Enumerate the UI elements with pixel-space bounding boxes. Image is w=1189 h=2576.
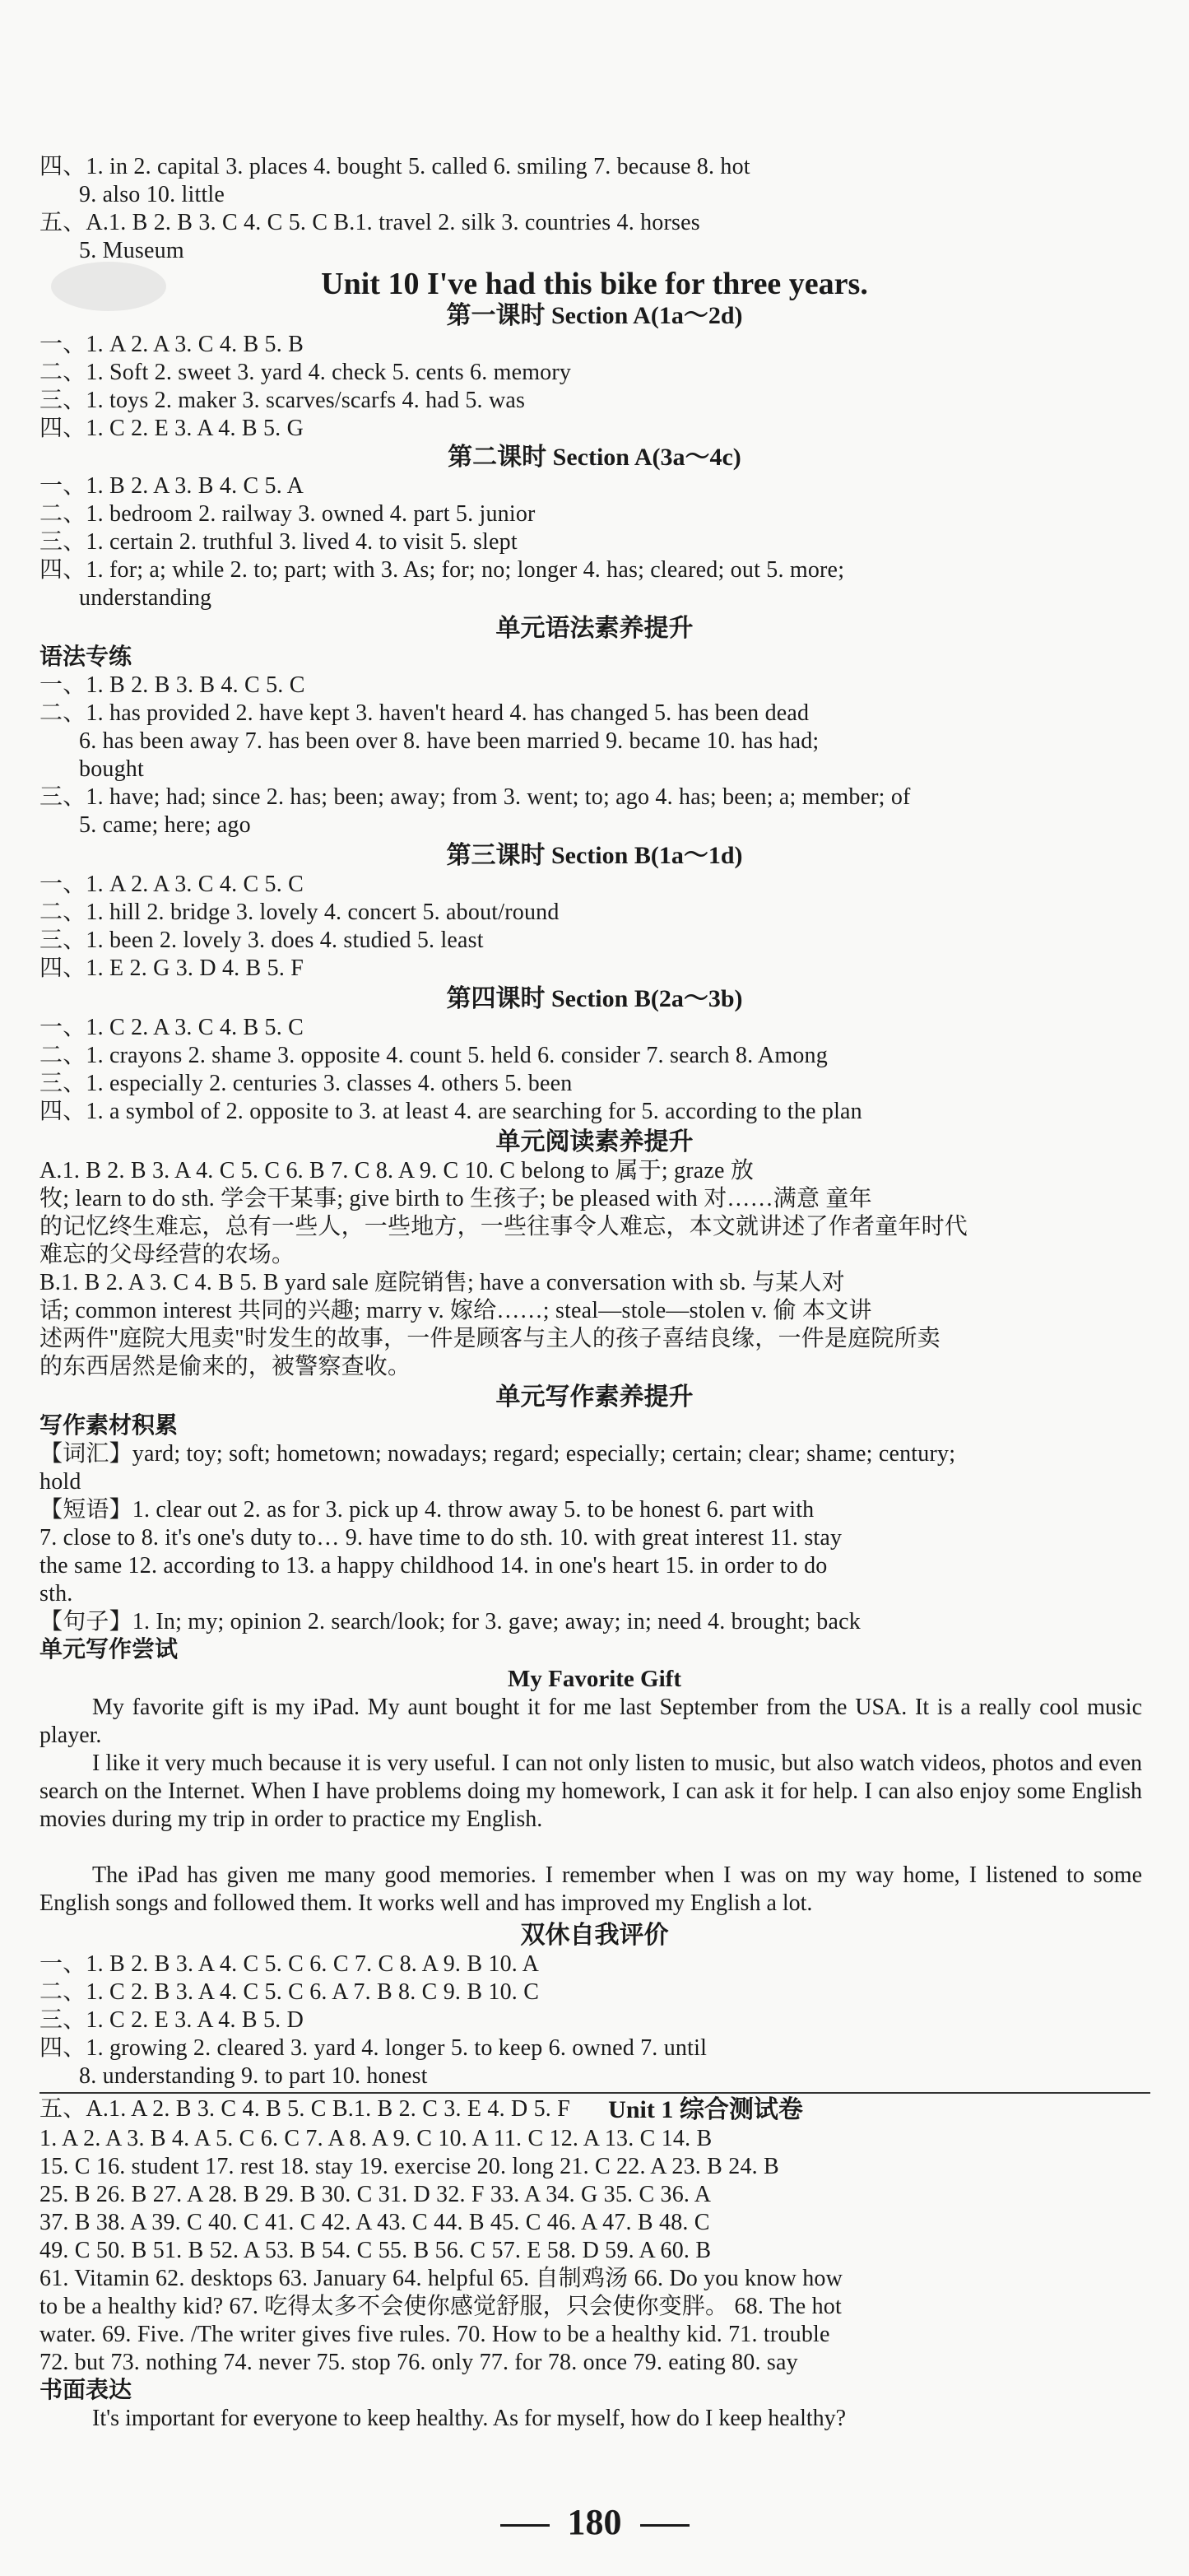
answer-line: 9. also 10. little [79,182,225,207]
answer-line: B.1. B 2. A 3. C 4. B 5. B yard sale 庭院销售; have a conversation with sb. 与某人对 [39,1270,845,1295]
section-heading: 第四课时 Section B(2a～3b) [446,985,743,1012]
sub-heading: 书面表达 [39,2378,132,2403]
answer-line: 四、1. for; a; while 2. to; part; with 3. As; for; no; longer 4. has; cleared; out 5. more; [39,557,845,583]
answer-line: 7. close to 8. it's one's duty to… 9. have time to do sth. 10. with great interest 11. stay [39,1525,843,1551]
answer-line: 25. B 26. B 27. A 28. B 29. B 30. C 31. D 32. F 33. A 34. G 35. C 36. A [39,2182,712,2207]
answer-line: 一、1. A 2. A 3. C 4. C 5. C [39,872,304,897]
answer-line: 的记忆终生难忘，总有一些人，一些地方，一些往事令人难忘，本文就讲述了作者童年时代 [39,1214,968,1239]
answer-line: 述两件"庭院大甩卖"时发生的故事，一件是顾客与主人的孩子喜结良缘，一件是庭院所卖 [39,1326,941,1351]
answer-line: 三、1. toys 2. maker 3. scarves/scarfs 4. had 5. was [39,388,526,413]
answer-line: 72. but 73. nothing 74. never 75. stop 76. only 77. for 78. once 79. eating 80. say [39,2350,798,2375]
answer-line: 49. C 50. B 51. B 52. A 53. B 54. C 55. B 56. C 57. E 58. D 59. A 60. B [39,2238,712,2263]
answer-line: hold [39,1469,81,1495]
answer-line: 二、1. Soft 2. sweet 3. yard 4. check 5. cents 6. memory [39,360,572,385]
answer-line: the same 12. according to 13. a happy childhood 14. in one's heart 15. in order to do [39,1553,828,1579]
answer-line: 四、1. a symbol of 2. opposite to 3. at least 4. are searching for 5. according to the plan [39,1099,862,1124]
answer-line: 二、1. has provided 2. have kept 3. haven't heard 4. has changed 5. has been dead [39,700,810,726]
answer-line: 15. C 16. student 17. rest 18. stay 19. exercise 20. long 21. C 22. A 23. B 24. B [39,2154,779,2179]
section-heading: Unit 1 综合测试卷 [608,2096,803,2123]
answer-line: 三、1. certain 2. truthful 3. lived 4. to visit 5. slept [39,529,518,555]
section-heading: 第二课时 Section A(3a～4c) [448,444,741,471]
essay-paragraph: My favorite gift is my iPad. My aunt bought it for me last September from the USA. It is a really cool music player. [39,1695,1142,1748]
section-heading: 单元阅读素养提升 [495,1128,694,1155]
section-heading: 双休自我评价 [520,1922,669,1949]
answer-line: bought [79,756,144,782]
answer-line: 三、1. been 2. lovely 3. does 4. studied 5. least [39,928,484,953]
answer-line: understanding [79,585,212,611]
essay-title: My Favorite Gift [508,1666,681,1692]
section-heading: 第一课时 Section A(1a～2d) [446,302,743,329]
section-heading: 单元写作素养提升 [495,1383,694,1411]
unit-title: Unit 10 I've had this bike for three years. [321,267,868,301]
answer-line: 二、1. hill 2. bridge 3. lovely 4. concert 5. about/round [39,900,560,925]
answer-line: 5. came; here; ago [79,812,251,838]
answer-line: sth. [39,1581,73,1607]
answer-line: 一、1. A 2. A 3. C 4. B 5. B [39,332,304,357]
answer-line: 四、1. E 2. G 3. D 4. B 5. F [39,956,304,981]
answer-line: 一、1. C 2. A 3. C 4. B 5. C [39,1015,304,1040]
answer-line: 二、1. C 2. B 3. A 4. C 5. C 6. A 7. B 8. C 9. B 10. C [39,1979,540,2005]
answer-line: 四、1. growing 2. cleared 3. yard 4. longer 5. to keep 6. owned 7. until [39,2035,708,2061]
section-heading: 第三课时 Section B(1a～1d) [446,842,743,869]
answer-line: 五、A.1. A 2. B 3. C 4. B 5. C B.1. B 2. C 3. E 4. D 5. F [39,2096,570,2122]
answer-line: to be a healthy kid? 67. 吃得太多不会使你感觉舒服，只会使你变胖。 68. The hot [39,2294,842,2319]
essay-paragraph: The iPad has given me many good memories. I remember when I was on my way home, I listened to some English songs and followed them. It works well and has improved my English a lot. [39,1862,1142,1916]
answer-line: 二、1. crayons 2. shame 3. opposite 4. count 5. held 6. consider 7. search 8. Among [39,1043,828,1068]
answer-line: 二、1. bedroom 2. railway 3. owned 4. part 5. junior [39,501,536,527]
answer-line: 的东西居然是偷来的，被警察查收。 [39,1354,411,1379]
answer-line: 【句子】1. In; my; opinion 2. search/look; for 3. gave; away; in; need 4. brought; back [39,1609,861,1634]
answer-line: 五、A.1. B 2. B 3. C 4. C 5. C B.1. travel 2. silk 3. countries 4. horses [39,210,700,235]
answer-line: 【词汇】yard; toy; soft; hometown; nowadays; regard; especially; certain; clear; shame; century; [39,1441,956,1467]
answer-line: 难忘的父母经营的农场。 [39,1242,295,1267]
answer-line: 8. understanding 9. to part 10. honest [79,2063,428,2089]
answer-line: water. 69. Five. /The writer gives five rules. 70. How to be a healthy kid. 71. trouble [39,2322,830,2347]
answer-line: 四、1. in 2. capital 3. places 4. bought 5. called 6. smiling 7. because 8. hot [39,154,750,179]
answer-line: 三、1. have; had; since 2. has; been; away; from 3. went; to; ago 4. has; been; a; member; of [39,784,911,810]
answer-line: 61. Vitamin 62. desktops 63. January 64. helpful 65. 自制鸡汤 66. Do you know how [39,2266,843,2291]
answer-line: 一、1. B 2. A 3. B 4. C 5. A [39,473,304,499]
page-number: 180 [0,2502,1189,2543]
divider [39,2092,1150,2094]
sub-heading: 单元写作尝试 [39,1637,179,1662]
answer-line: 三、1. C 2. E 3. A 4. B 5. D [39,2007,304,2033]
answer-line: 三、1. especially 2. centuries 3. classes 4. others 5. been [39,1071,573,1096]
sub-heading: 写作素材积累 [39,1413,179,1439]
answer-line: A.1. B 2. B 3. A 4. C 5. C 6. B 7. C 8. A 9. C 10. C belong to 属于; graze 放 [39,1158,755,1183]
answer-line: 5. Museum [79,238,184,263]
answer-line: 一、1. B 2. B 3. A 4. C 5. C 6. C 7. C 8. A 9. B 10. A [39,1951,540,1977]
answer-line: 37. B 38. A 39. C 40. C 41. C 42. A 43. C 44. B 45. C 46. A 47. B 48. C [39,2210,710,2235]
answer-line: 牧; learn to do sth. 学会干某事; give birth to 生孩子; be pleased with 对……满意 童年 [39,1186,872,1211]
answer-line: 话; common interest 共同的兴趣; marry v. 嫁给……; steal—stole—stolen v. 偷 本文讲 [39,1298,872,1323]
answer-line: 【短语】1. clear out 2. as for 3. pick up 4. throw away 5. to be honest 6. part with [39,1497,815,1523]
sub-heading: 语法专练 [39,644,132,670]
section-heading: 单元语法素养提升 [495,615,694,642]
essay-paragraph: It's important for everyone to keep healthy. As for myself, how do I keep healthy? [92,2406,847,2431]
essay-paragraph: I like it very much because it is very useful. I can not only listen to music, but also watch videos, photos and even search on the Internet. When I have problems doing my homework, I can ask it for help. I can also enjoy some English movies during my trip in order to practice my English. [39,1751,1142,1832]
answer-line: 四、1. C 2. E 3. A 4. B 5. G [39,416,304,441]
answer-line: 6. has been away 7. has been over 8. have been married 9. became 10. has had; [79,728,820,754]
answer-line: 一、1. B 2. B 3. B 4. C 5. C [39,672,305,698]
answer-line: 1. A 2. A 3. B 4. A 5. C 6. C 7. A 8. A 9. C 10. A 11. C 12. A 13. C 14. B [39,2126,713,2151]
